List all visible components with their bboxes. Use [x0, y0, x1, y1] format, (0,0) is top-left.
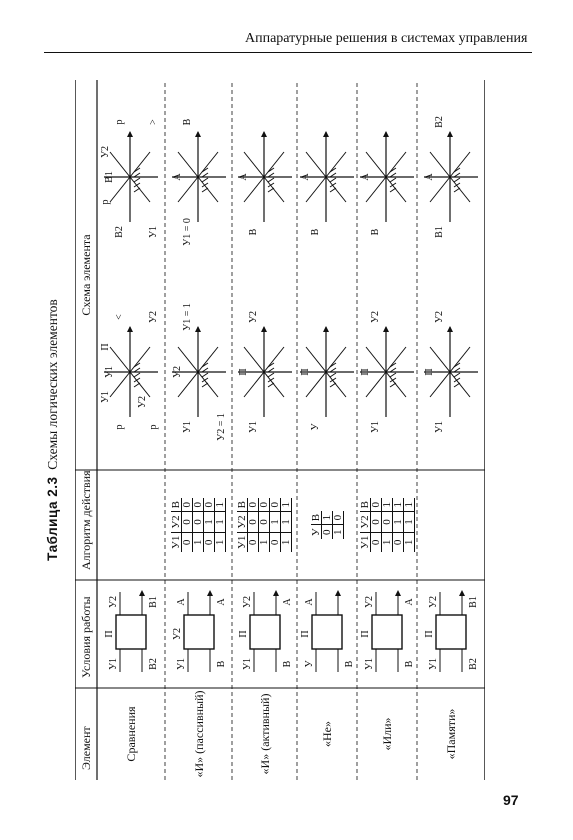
- conditions-diagram: [358, 584, 416, 684]
- cond-label: У1: [108, 657, 119, 671]
- truth-table-row: [204, 498, 215, 552]
- truth-table-cell: 0: [270, 498, 281, 512]
- algorithm-cell: [297, 470, 357, 580]
- truth-table-cell: 0: [193, 512, 204, 532]
- scheme-label: В1: [104, 171, 115, 184]
- scheme-label: У2: [434, 311, 445, 324]
- truth-table-row: [182, 498, 193, 552]
- truth-table-cell: 0: [182, 532, 193, 552]
- hatch-mark: [390, 384, 396, 388]
- truth-table-cell: 0: [332, 511, 343, 525]
- column-header-algorithm: Алгоритм действия: [78, 470, 93, 570]
- truth-table-cell: 0: [381, 512, 392, 532]
- truth-table-cell: 1: [281, 532, 292, 552]
- arrow-head-icon: [261, 327, 267, 333]
- cond-label: В: [281, 660, 293, 668]
- conditions-cell: [232, 580, 297, 688]
- scheme-cell: [232, 80, 297, 470]
- scheme-label: У1: [100, 391, 111, 404]
- element-box: [184, 615, 214, 649]
- arrow-head-icon: [261, 132, 267, 138]
- hatch-mark: [330, 179, 336, 183]
- arrow-head-icon: [323, 327, 329, 333]
- hatch-mark: [330, 384, 336, 388]
- hatch-mark: [330, 369, 336, 373]
- arrow-head-icon: [447, 132, 453, 138]
- scheme-label: р: [114, 425, 125, 430]
- column-header-element: Элемент: [78, 726, 93, 770]
- arrow-head-icon: [195, 327, 201, 333]
- truth-table-header-cell: У2: [360, 512, 371, 532]
- scheme-diagram: [168, 288, 230, 458]
- scheme-label: У1: [370, 421, 381, 434]
- cond-label: У2: [108, 595, 119, 609]
- truth-table-cell: 0: [259, 498, 270, 512]
- scheme-diagram: [296, 93, 358, 263]
- arrow-head-icon: [383, 327, 389, 333]
- hatch-mark: [390, 189, 396, 193]
- scheme-cell: [165, 80, 232, 470]
- conditions-diagram: [422, 584, 480, 684]
- column-header-scheme: Схема элемента: [78, 234, 93, 316]
- arrow-head-icon: [127, 327, 133, 333]
- conditions-diagram: [102, 584, 160, 684]
- truth-table-cell: 0: [248, 498, 259, 512]
- hatch-mark: [454, 384, 460, 388]
- scheme-label: А: [300, 173, 311, 182]
- scheme-diagram: [234, 93, 296, 263]
- cond-label: П: [424, 630, 435, 638]
- scheme-cell: [297, 80, 357, 470]
- truth-table-cell: 0: [193, 498, 204, 512]
- truth-table-cell: 1: [259, 532, 270, 552]
- cond-label: У1: [428, 657, 439, 671]
- cond-label: В: [344, 660, 355, 668]
- truth-table-cell: 0: [370, 498, 381, 512]
- table-caption: [45, 80, 61, 780]
- conditions-cell: [165, 580, 232, 688]
- arrow-head-icon: [139, 590, 145, 596]
- scheme-label: В: [370, 229, 381, 236]
- arrow-head-icon: [383, 132, 389, 138]
- conditions-cell: [297, 580, 357, 688]
- scheme-label: В: [310, 229, 321, 236]
- truth-table-row: [403, 498, 414, 552]
- cond-label: У1: [175, 657, 187, 671]
- element-name: «И» (пассивный): [191, 690, 206, 778]
- cond-label: В: [215, 660, 227, 668]
- truth-table-header: [237, 498, 248, 552]
- cond-label: П: [237, 630, 249, 638]
- cond-label: А: [404, 598, 415, 606]
- scheme-diagram: [356, 288, 418, 458]
- hatch-mark: [134, 369, 140, 373]
- scheme-label: У2: [171, 366, 183, 379]
- scheme-label: р: [100, 200, 111, 205]
- hatch-mark: [268, 369, 274, 373]
- scheme-label: В2: [434, 116, 445, 129]
- truth-table-cell: 0: [248, 512, 259, 532]
- header-rule: [44, 52, 532, 53]
- algorithm-cell: [97, 470, 165, 580]
- scheme-diagram: [296, 288, 358, 458]
- cond-label: У: [304, 660, 315, 668]
- scheme-diagram: [234, 288, 296, 458]
- arrow-head-icon: [207, 590, 213, 596]
- truth-table-row: [392, 498, 403, 552]
- scheme-diagram: [168, 93, 230, 263]
- truth-table-header-cell: У1: [360, 532, 371, 552]
- cond-label: П: [300, 630, 311, 638]
- truth-table-cell: 1: [381, 532, 392, 552]
- hatch-mark: [134, 374, 140, 378]
- cond-label: В: [404, 660, 415, 668]
- truth-table-cell: 1: [215, 532, 226, 552]
- scheme-label: У: [310, 423, 321, 432]
- page-number: 97: [503, 792, 519, 808]
- scheme-label: У2: [370, 311, 381, 324]
- truth-table-cell: 0: [204, 498, 215, 512]
- cond-label: А: [281, 598, 293, 606]
- hatch-mark: [134, 179, 140, 183]
- rotated-table-region: [40, 80, 520, 780]
- element-box: [436, 615, 466, 649]
- cond-label: В1: [148, 596, 159, 608]
- hatch-mark: [202, 179, 208, 183]
- truth-table-header-cell: В: [360, 498, 371, 512]
- scheme-label: В1: [434, 226, 445, 239]
- truth-table-header-cell: У2: [171, 512, 182, 532]
- cond-label: П: [360, 630, 371, 638]
- truth-table-row: [381, 498, 392, 552]
- truth-table-header-cell: В: [171, 498, 182, 512]
- cond-label: У2: [241, 595, 253, 609]
- cond-label: А: [215, 598, 227, 606]
- hatch-mark: [390, 179, 396, 183]
- truth-table-row: [281, 498, 292, 552]
- scheme-diagram: [100, 288, 162, 458]
- truth-table-cell: 1: [215, 498, 226, 512]
- cond-label: У1: [364, 657, 375, 671]
- element-name: «Не»: [320, 721, 334, 747]
- scheme-label: р: [148, 425, 159, 430]
- truth-table-cell: 1: [381, 498, 392, 512]
- element-box: [116, 615, 146, 649]
- element-box: [312, 615, 342, 649]
- truth-table-row: [248, 498, 259, 552]
- truth-table-row: [193, 498, 204, 552]
- scheme-label: У2: [247, 311, 259, 324]
- conditions-diagram: [298, 584, 356, 684]
- cond-label: П: [104, 630, 115, 638]
- hatch-mark: [202, 369, 208, 373]
- algorithm-cell: [232, 470, 297, 580]
- scheme-cell: [417, 80, 485, 470]
- truth-table-cell: 0: [204, 532, 215, 552]
- hatch-mark: [268, 374, 274, 378]
- cond-label: У2: [364, 595, 375, 609]
- truth-table-cell: 1: [332, 525, 343, 539]
- conditions-cell: [417, 580, 485, 688]
- algorithm-cell: [165, 470, 232, 580]
- scheme-label: П: [360, 368, 371, 377]
- scheme-label: А: [237, 173, 249, 182]
- truth-table-header: [311, 511, 322, 539]
- truth-table-cell: 0: [182, 498, 193, 512]
- truth-table-cell: 1: [403, 498, 414, 512]
- cond-label: А: [175, 598, 187, 606]
- truth-table-cell: 1: [403, 532, 414, 552]
- scheme-label: У1: [181, 421, 193, 434]
- truth-table-header-cell: В: [311, 511, 322, 525]
- hatch-mark: [202, 189, 208, 193]
- truth-table-row: [332, 511, 343, 539]
- cond-label: В2: [468, 658, 479, 670]
- scheme-label: У1 = 0: [181, 218, 193, 247]
- element-box: [372, 615, 402, 649]
- scheme-label: У2: [137, 396, 148, 409]
- truth-table-cell: 1: [193, 532, 204, 552]
- scheme-label: П: [424, 368, 435, 377]
- scheme-label: р: [114, 120, 125, 125]
- caption-text: Схемы логических элементов: [45, 299, 60, 470]
- truth-table-row: [215, 498, 226, 552]
- scheme-label: А: [424, 173, 435, 182]
- scheme-label: >: [148, 119, 159, 126]
- cond-label: У2: [171, 627, 183, 641]
- arrow-head-icon: [395, 590, 401, 596]
- truth-table-header-cell: У1: [237, 532, 248, 552]
- truth-table-cell: 1: [215, 512, 226, 532]
- hatch-mark: [268, 189, 274, 193]
- scheme-label: В: [247, 229, 259, 236]
- arrow-head-icon: [335, 590, 341, 596]
- scheme-label: У1: [247, 421, 259, 434]
- scheme-diagram: [100, 93, 162, 263]
- scheme-label: У2 = 1: [215, 413, 227, 442]
- scheme-cell: [97, 80, 165, 470]
- column-header-conditions: Условия работы: [78, 596, 93, 678]
- truth-table-header-cell: В: [237, 498, 248, 512]
- truth-table-row: [321, 511, 332, 539]
- element-name: «Памяти»: [444, 708, 458, 760]
- hatch-mark: [454, 374, 460, 378]
- truth-table-cell: 0: [370, 512, 381, 532]
- element-box: [250, 615, 280, 649]
- cond-label: А: [304, 598, 315, 606]
- element-name: Сравнения: [124, 706, 138, 762]
- truth-table-row: [370, 498, 381, 552]
- scheme-label: У1: [104, 366, 115, 379]
- scheme-label: А: [360, 173, 371, 182]
- truth-table-cell: 1: [321, 511, 332, 525]
- truth-table-row: [259, 498, 270, 552]
- truth-table-cell: 1: [392, 498, 403, 512]
- truth-table-cell: 0: [321, 525, 332, 539]
- hatch-mark: [454, 179, 460, 183]
- scheme-label: У2: [100, 146, 111, 159]
- scheme-diagram: [356, 93, 418, 263]
- scheme-label: П: [100, 343, 111, 352]
- logic-elements-table: [75, 80, 485, 780]
- arrow-head-icon: [273, 590, 279, 596]
- scheme-label: П: [300, 368, 311, 377]
- truth-table-header-cell: У: [311, 525, 322, 539]
- algorithm-cell: [417, 470, 485, 580]
- truth-table: [171, 498, 226, 552]
- hatch-mark: [330, 189, 336, 193]
- scheme-label: П: [237, 368, 249, 377]
- element-name: «Или»: [380, 717, 394, 751]
- conditions-diagram: [170, 584, 228, 684]
- hatch-mark: [454, 369, 460, 373]
- truth-table-header-cell: У2: [237, 512, 248, 532]
- hatch-mark: [454, 189, 460, 193]
- conditions-cell: [357, 580, 417, 688]
- truth-table: [237, 498, 292, 552]
- arrow-head-icon: [447, 327, 453, 333]
- arrow-head-icon: [127, 132, 133, 138]
- hatch-mark: [330, 374, 336, 378]
- truth-table-header-cell: У1: [171, 532, 182, 552]
- truth-table-row: [270, 498, 281, 552]
- scheme-label: У1: [434, 421, 445, 434]
- truth-table-cell: 0: [248, 532, 259, 552]
- scheme-diagram: [420, 288, 482, 458]
- cond-label: В2: [148, 658, 159, 670]
- cond-label: В1: [468, 596, 479, 608]
- element-name: «И» (активный): [257, 693, 272, 775]
- arrow-head-icon: [459, 590, 465, 596]
- scheme-label: <: [114, 314, 125, 321]
- cond-label: У1: [241, 657, 253, 671]
- truth-table-cell: 1: [392, 512, 403, 532]
- hatch-mark: [134, 384, 140, 388]
- scheme-label: У2: [148, 311, 159, 324]
- scheme-label: В: [181, 119, 193, 126]
- truth-table-cell: 1: [403, 512, 414, 532]
- truth-table-cell: 0: [392, 532, 403, 552]
- truth-table-cell: 0: [370, 532, 381, 552]
- conditions-diagram: [236, 584, 294, 684]
- truth-table: [360, 498, 415, 552]
- arrow-head-icon: [195, 132, 201, 138]
- cond-label: У2: [428, 595, 439, 609]
- hatch-mark: [390, 374, 396, 378]
- truth-table-header: [360, 498, 371, 552]
- truth-table-cell: 0: [182, 512, 193, 532]
- hatch-mark: [134, 189, 140, 193]
- caption-label: Таблица 2.3: [45, 476, 60, 561]
- scheme-label: А: [171, 173, 183, 182]
- conditions-cell: [97, 580, 165, 688]
- truth-table-cell: 1: [281, 498, 292, 512]
- hatch-mark: [202, 384, 208, 388]
- truth-table-header: [171, 498, 182, 552]
- arrow-head-icon: [323, 132, 329, 138]
- hatch-mark: [390, 369, 396, 373]
- hatch-mark: [268, 384, 274, 388]
- truth-table-cell: 1: [270, 512, 281, 532]
- running-title: Аппаратурные решения в системах управления: [245, 31, 528, 46]
- scheme-cell: [357, 80, 417, 470]
- algorithm-cell: [357, 470, 417, 580]
- truth-table-cell: 1: [281, 512, 292, 532]
- scheme-diagram: [420, 93, 482, 263]
- scheme-label: У1: [148, 226, 159, 239]
- scheme-label: У1 = 1: [181, 303, 193, 332]
- hatch-mark: [202, 374, 208, 378]
- hatch-mark: [268, 179, 274, 183]
- scheme-label: В2: [114, 226, 125, 239]
- truth-table: [311, 511, 344, 539]
- truth-table-cell: 0: [270, 532, 281, 552]
- truth-table-cell: 1: [204, 512, 215, 532]
- truth-table-cell: 0: [259, 512, 270, 532]
